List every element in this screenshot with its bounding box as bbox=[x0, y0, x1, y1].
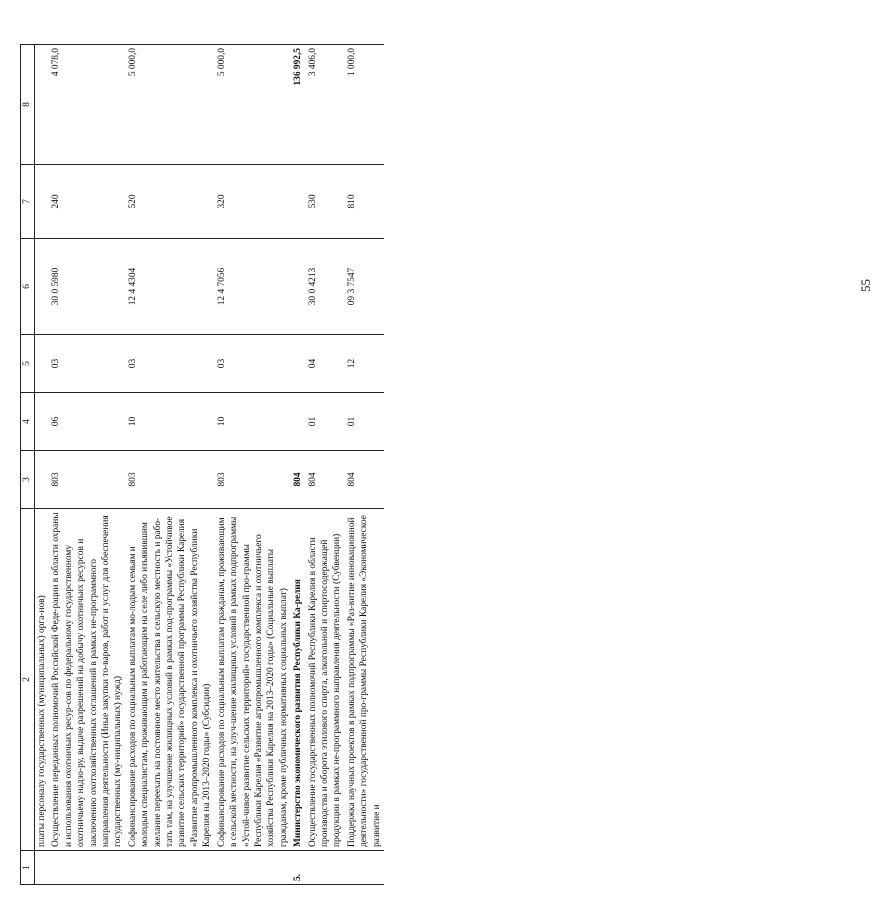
row-index bbox=[215, 851, 291, 885]
row-section: 06 bbox=[49, 393, 125, 451]
row-index bbox=[49, 851, 125, 885]
row-expense-type: 810 bbox=[345, 165, 384, 239]
row-expense-type bbox=[291, 165, 305, 239]
column-header-1: 1 bbox=[21, 851, 35, 885]
row-amount: 136 992,5 bbox=[291, 45, 305, 165]
row-subsection: 04 bbox=[306, 335, 345, 393]
row-amount: 4 078,0 bbox=[49, 45, 125, 165]
row-ministry-code: 804 bbox=[306, 451, 345, 509]
column-header-8: 8 bbox=[21, 45, 35, 165]
row-subsection bbox=[291, 335, 305, 393]
page-number: 55 bbox=[858, 279, 873, 292]
column-header-2: 2 bbox=[21, 509, 35, 851]
row-amount: 5 000,0 bbox=[215, 45, 291, 165]
row-subsection: 12 bbox=[345, 335, 384, 393]
budget-table bbox=[20, 44, 384, 885]
row-description: Осуществление переданных полномочий Российской Феде-рации в области охраны и использования охотничьих ресур-сов по федеральному государственному охотничьему надзо-ру, выдаче разрешений на добычу охотничьих ресурсов и заключению охотхозяйственных соглашений в рамках не-программного направления деятельности (Иные закупки то-варов, работ и услуг для обеспечения государственных (му-ниципальных) нужд) bbox=[49, 509, 125, 851]
row-expense-type: 520 bbox=[126, 165, 215, 239]
row-target-article: 12 4 4304 bbox=[126, 239, 215, 335]
row-section: 10 bbox=[215, 393, 291, 451]
row-index bbox=[345, 851, 384, 885]
row-description: Министерство экономического развития Республики Ка-релия bbox=[291, 509, 305, 851]
row-target-article: 30 0 5980 bbox=[49, 239, 125, 335]
row-subsection: 03 bbox=[215, 335, 291, 393]
row-target-article: 09 3 7547 bbox=[345, 239, 384, 335]
row-expense-type: 530 bbox=[306, 165, 345, 239]
row-subsection bbox=[35, 335, 50, 393]
row-ministry-code: 803 bbox=[215, 451, 291, 509]
row-description: Осуществление государственных полномочий Республики Карелия в области производства и оборота этилового спирта, алкогольной и спиртосодержащей продукции в рамках не-программного направления деятельности (Субвенции) bbox=[306, 509, 345, 851]
row-index bbox=[306, 851, 345, 885]
row-index: 5. bbox=[291, 851, 305, 885]
table-row bbox=[291, 45, 305, 885]
row-description: Поддержка научных проектов в рамках подпрограммы «Раз-витие инновационной деятельности» государственной про-граммы Республики Карелия «Экономическое развитие и bbox=[345, 509, 384, 851]
row-description: платы персоналу государственных (муниципальных) орга-нов) bbox=[35, 509, 50, 851]
column-header-3: 3 bbox=[21, 451, 35, 509]
row-section: 10 bbox=[126, 393, 215, 451]
row-index bbox=[126, 851, 215, 885]
row-target-article bbox=[35, 239, 50, 335]
column-header-4: 4 bbox=[21, 393, 35, 451]
row-subsection: 03 bbox=[126, 335, 215, 393]
row-ministry-code: 803 bbox=[126, 451, 215, 509]
table-row bbox=[49, 45, 125, 885]
table-row bbox=[345, 45, 384, 885]
row-amount: 3 406,0 bbox=[306, 45, 345, 165]
row-ministry-code: 803 bbox=[49, 451, 125, 509]
row-section bbox=[291, 393, 305, 451]
column-header-7: 7 bbox=[21, 165, 35, 239]
row-section: 01 bbox=[345, 393, 384, 451]
table-row bbox=[306, 45, 345, 885]
row-amount: 1 000,0 bbox=[345, 45, 384, 165]
row-description: Софинансирование расходов по социальным выплатам мо-лодым семьям и молодым специалистам, проживающим и работающим на селе либо изъявившим желание переехать на постоянное место жительства в сельскую местность и рабо-тать там, на улучшение жилищных условий в рамках под-программы «Устойчивое развитие сельских территорий» государственной программы Республики Карелия «Развитие агропромышленного комплекса и охотничьего хозяйства Республики Карелия на 2013–2020 годы» (Субсидии) bbox=[126, 509, 215, 851]
row-amount bbox=[35, 45, 50, 165]
row-subsection: 03 bbox=[49, 335, 125, 393]
budget-table-rotated bbox=[20, 20, 620, 885]
row-ministry-code bbox=[35, 451, 50, 509]
row-ministry-code: 804 bbox=[345, 451, 384, 509]
row-amount: 5 000,0 bbox=[126, 45, 215, 165]
row-section: 01 bbox=[306, 393, 345, 451]
row-ministry-code: 804 bbox=[291, 451, 305, 509]
row-expense-type: 240 bbox=[49, 165, 125, 239]
table-row bbox=[35, 45, 50, 885]
row-target-article bbox=[291, 239, 305, 335]
row-expense-type: 320 bbox=[215, 165, 291, 239]
table-row bbox=[215, 45, 291, 885]
column-header-6: 6 bbox=[21, 239, 35, 335]
row-expense-type bbox=[35, 165, 50, 239]
row-target-article: 30 0 4213 bbox=[306, 239, 345, 335]
column-header-row bbox=[21, 45, 35, 885]
row-target-article: 12 4 7056 bbox=[215, 239, 291, 335]
row-index bbox=[35, 851, 50, 885]
table-row bbox=[126, 45, 215, 885]
row-section bbox=[35, 393, 50, 451]
column-header-5: 5 bbox=[21, 335, 35, 393]
row-description: Софинансирование расходов по социальным выплатам гражданам, проживающим в сельской местности, на улуч-шение жилищных условий в рамках подпрограммы «Устой-чивое развитие сельских территорий» государственной про-граммы Республики Карелия «Развитие агропромышленного комплекса и охотничьего хозяйства Республики Карелия на 2013–2020 годы» (Социальные выплаты гражданам, кроме публичных нормативных социальных выплат) bbox=[215, 509, 291, 851]
